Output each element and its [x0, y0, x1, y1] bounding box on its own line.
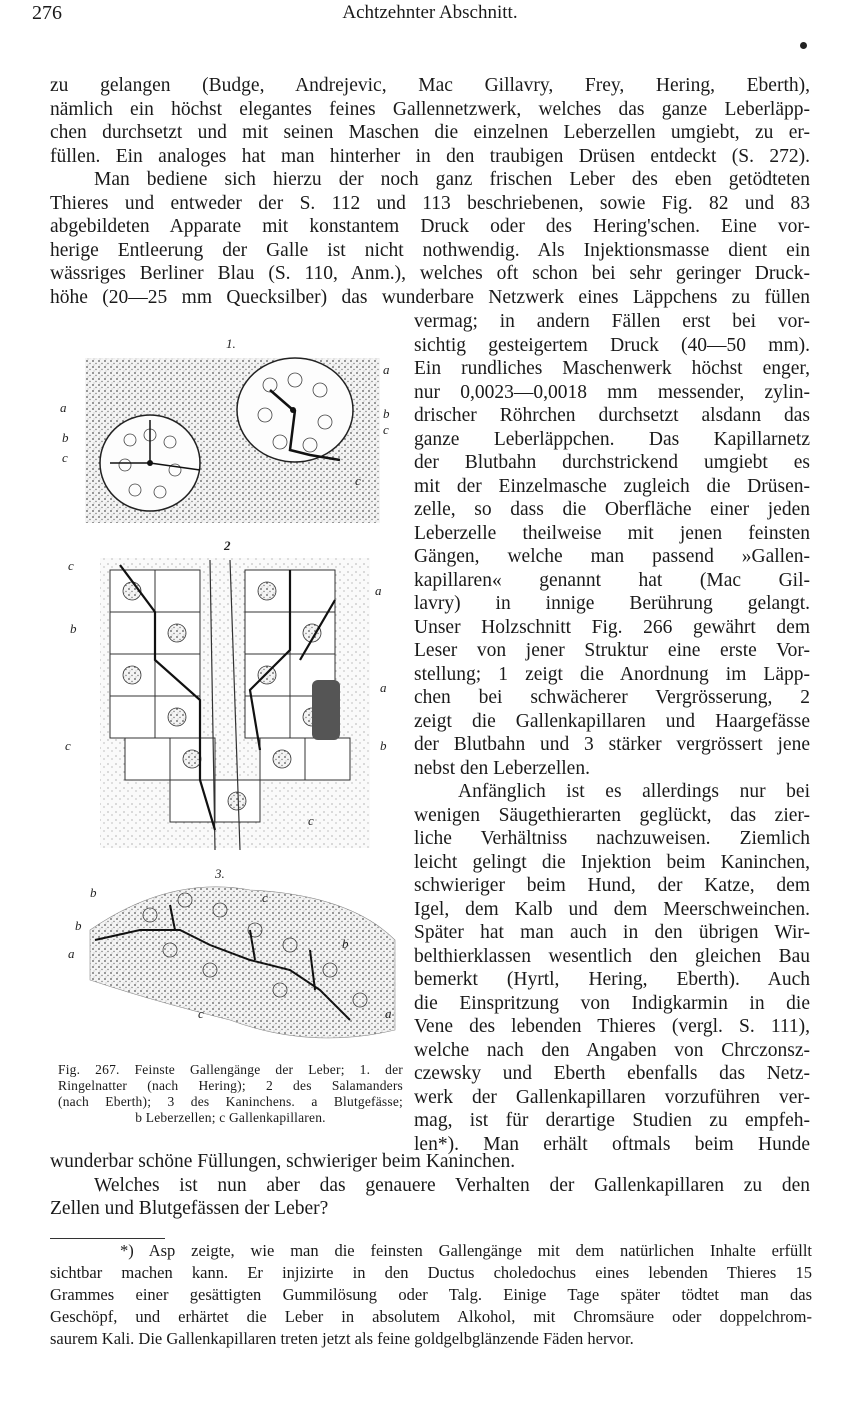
text-line: sichtig gesteigertem Druck (40—50 mm). [414, 334, 810, 356]
text-line: chen durchsetzt und mit seinen Maschen die einzelnen Leberzellen umgiebt, zu er- [50, 122, 810, 143]
figure-panel-2 [65, 538, 387, 850]
svg-text:c: c [383, 422, 389, 437]
text-line: czewsky und Eberth ebenfalls das Netz- [414, 1063, 810, 1084]
svg-text:a: a [380, 680, 387, 695]
svg-text:b: b [70, 621, 77, 636]
svg-text:c: c [62, 450, 68, 465]
svg-text:c: c [198, 1006, 204, 1021]
footnote-divider [50, 1238, 165, 1239]
caption-line: b Leberzellen; c Gallenkapillaren. [135, 1110, 326, 1125]
text-line: stellung; 1 zeigt die Anordnung im Läpp- [414, 663, 810, 685]
svg-text:c: c [68, 558, 74, 573]
svg-text:b: b [90, 885, 97, 900]
text-line: welche nach den Angaben von Chrczonsz- [414, 1039, 810, 1061]
svg-text:b: b [342, 936, 349, 951]
figure-caption [58, 1062, 403, 1126]
text-line: nebst den Leberzellen. [414, 757, 590, 779]
text-line: Gängen, welche man passend »Gallen- [414, 546, 810, 567]
text-line: füllen. Ein analoges hat man hinterher in den traubigen Drüsen entdeckt (S. 272). [50, 145, 810, 167]
text-line: Igel, dem Kalb und dem Meerschweinchen. [414, 898, 810, 920]
text-line: der Blutbahn durchstrickend umgiebt es [414, 452, 810, 473]
svg-text:c: c [65, 738, 71, 753]
text-line: lavry) in innige Berührung gelangt. [414, 593, 810, 614]
text-line: vermag; in andern Fällen erst bei vor- [414, 311, 810, 332]
ink-speck [800, 42, 807, 49]
panel-label-3: 3. [215, 866, 225, 881]
text-line: saurem Kali. Die Gallenkapillaren treten jetzt als feine goldgelbglänzende Fäden hervor. [50, 1329, 634, 1348]
text-line: mag, ist für derartige Studien zu empfeh- [414, 1110, 810, 1131]
text-line: leicht gelingt die Injektion beim Kaninchen, [414, 851, 810, 873]
text-line: Vene des lebenden Thieres (vergl. S. 111), [414, 1016, 810, 1037]
figure-panel-1 [60, 336, 390, 523]
text-line: der Blutbahn und 3 stärker vergrössert jene [414, 734, 810, 755]
svg-text:b: b [75, 918, 82, 933]
text-line: Leberzelle theilweise mit jenen feinsten [414, 522, 810, 544]
text-line: Leser von jener Struktur eine erste Vor- [414, 640, 810, 661]
body-text-bottom [50, 1150, 810, 1221]
caption-line: Fig. 267. Feinste Gallengänge der Leber; 1. der [58, 1062, 403, 1077]
caption-line: Ringelnatter (nach Hering); 2 des Salamanders [58, 1078, 403, 1093]
text-line: *) Asp zeigte, wie man die feinsten Gallengänge mit dem natürlichen Inhalte erfüllt [120, 1241, 812, 1260]
svg-text:c: c [262, 890, 268, 905]
body-text-top [50, 74, 810, 309]
svg-text:a: a [385, 1006, 392, 1021]
text-line: Unser Holzschnitt Fig. 266 gewährt dem [414, 616, 810, 638]
figure-267-liver-bile-ducts [50, 330, 410, 1060]
text-line: zelle, so dass die Oberfläche einer jeden [414, 499, 810, 520]
text-line: liche Verhältniss nachzuweisen. Ziemlich [414, 828, 810, 849]
text-line: len*). Man erhält oftmals beim Hunde [414, 1133, 810, 1155]
running-title: Achtzehnter Abschnitt. [342, 2, 518, 23]
svg-text:a: a [375, 583, 382, 598]
text-line: herige Entleerung der Galle ist nicht nothwendig. Als Injektionsmasse dient ein [50, 239, 810, 261]
text-line: mit der Einzelmasche zugleich die Drüsen- [414, 475, 810, 497]
text-line: Ein rundliches Maschenwerk höchst enger, [414, 358, 810, 379]
text-line: Später hat man auch in den übrigen Wir- [414, 922, 810, 943]
svg-text:b: b [380, 738, 387, 753]
svg-text:b: b [62, 430, 69, 445]
figure-panel-3 [68, 866, 395, 1038]
text-line: abgebildeten Apparate mit konstantem Druck oder des Hering'schen. Eine vor- [50, 216, 810, 237]
text-line: sichtbar machen kann. Er injizirte in den Ductus choledochus eines lebenden Thieres 15 [50, 1263, 812, 1282]
text-line: wässriges Berliner Blau (S. 110, Anm.), welches oft schon bei sehr geringer Druck- [50, 263, 810, 284]
svg-text:a: a [60, 400, 67, 415]
text-line: schwieriger beim Hund, der Katze, dem [414, 875, 810, 896]
text-line: wenigen Säugethierarten geglückt, das zier- [414, 804, 810, 826]
text-line: höhe (20—25 mm Quecksilber) das wunderbare Netzwerk eines Läppchens zu füllen [50, 286, 810, 308]
text-line: chen bei schwächerer Vergrösserung, 2 [414, 687, 810, 708]
caption-line: (nach Eberth); 3 des Kaninchens. a Blutgefässe; [58, 1094, 403, 1109]
svg-text:b: b [383, 406, 390, 421]
text-line: werk der Gallenkapillaren vorzuführen ver- [414, 1086, 810, 1108]
text-line: die Einspritzung von Indigkarmin in die [414, 992, 810, 1014]
text-line: kapillaren« genannt hat (Mac Gil- [414, 569, 810, 591]
text-line: Man bediene sich hierzu der noch ganz frischen Leber des eben getödteten [94, 169, 810, 190]
svg-text:c: c [355, 473, 361, 488]
body-text-right-column [414, 310, 810, 1156]
text-line: bemerkt (Hyrtl, Hering, Eberth). Auch [414, 969, 810, 990]
panel-label-1: 1. [226, 336, 236, 351]
page-number: 276 [32, 2, 62, 24]
footnote [50, 1240, 812, 1350]
text-line: nämlich ein höchst elegantes feines Gallennetzwerk, welches das ganze Leberläpp- [50, 98, 810, 120]
text-line: nur 0,0023—0,0018 mm messender, zylin- [414, 381, 810, 403]
text-line: drischer Röhrchen durchsetzt alsdann das [414, 405, 810, 426]
panel-label-2: 2 [224, 538, 231, 553]
text-line: Thieres und entweder der S. 112 und 113 beschriebenen, sowie Fig. 82 und 83 [50, 192, 810, 214]
text-line: Anfänglich ist es allerdings nur bei [458, 781, 810, 802]
text-line: zeigt die Gallenkapillaren und Haargefässe [414, 710, 810, 732]
text-line: Grammes einer gesättigten Gummilösung oder Talg. Einige Tage später tödtet man das [50, 1285, 812, 1304]
text-line: Zellen und Blutgefässen der Leber? [50, 1198, 329, 1219]
svg-text:c: c [308, 813, 314, 828]
text-line: Welches ist nun aber das genauere Verhalten der Gallenkapillaren zu den [94, 1174, 810, 1196]
svg-text:a: a [383, 362, 390, 377]
text-line: Geschöpf, und erhärtet die Leber in absolutem Alkohol, mit Chromsäure oder doppelchrom- [50, 1307, 812, 1326]
text-line: wunderbar schöne Füllungen, schwieriger beim Kaninchen. [50, 1151, 516, 1172]
text-line: zu gelangen (Budge, Andrejevic, Mac Gillavry, Frey, Hering, Eberth), [50, 75, 810, 96]
text-line: belthierklassen wesentlich den gleichen Bau [414, 945, 810, 967]
svg-text:a: a [68, 946, 75, 961]
text-line: ganze Leberläppchen. Das Kapillarnetz [414, 428, 810, 450]
